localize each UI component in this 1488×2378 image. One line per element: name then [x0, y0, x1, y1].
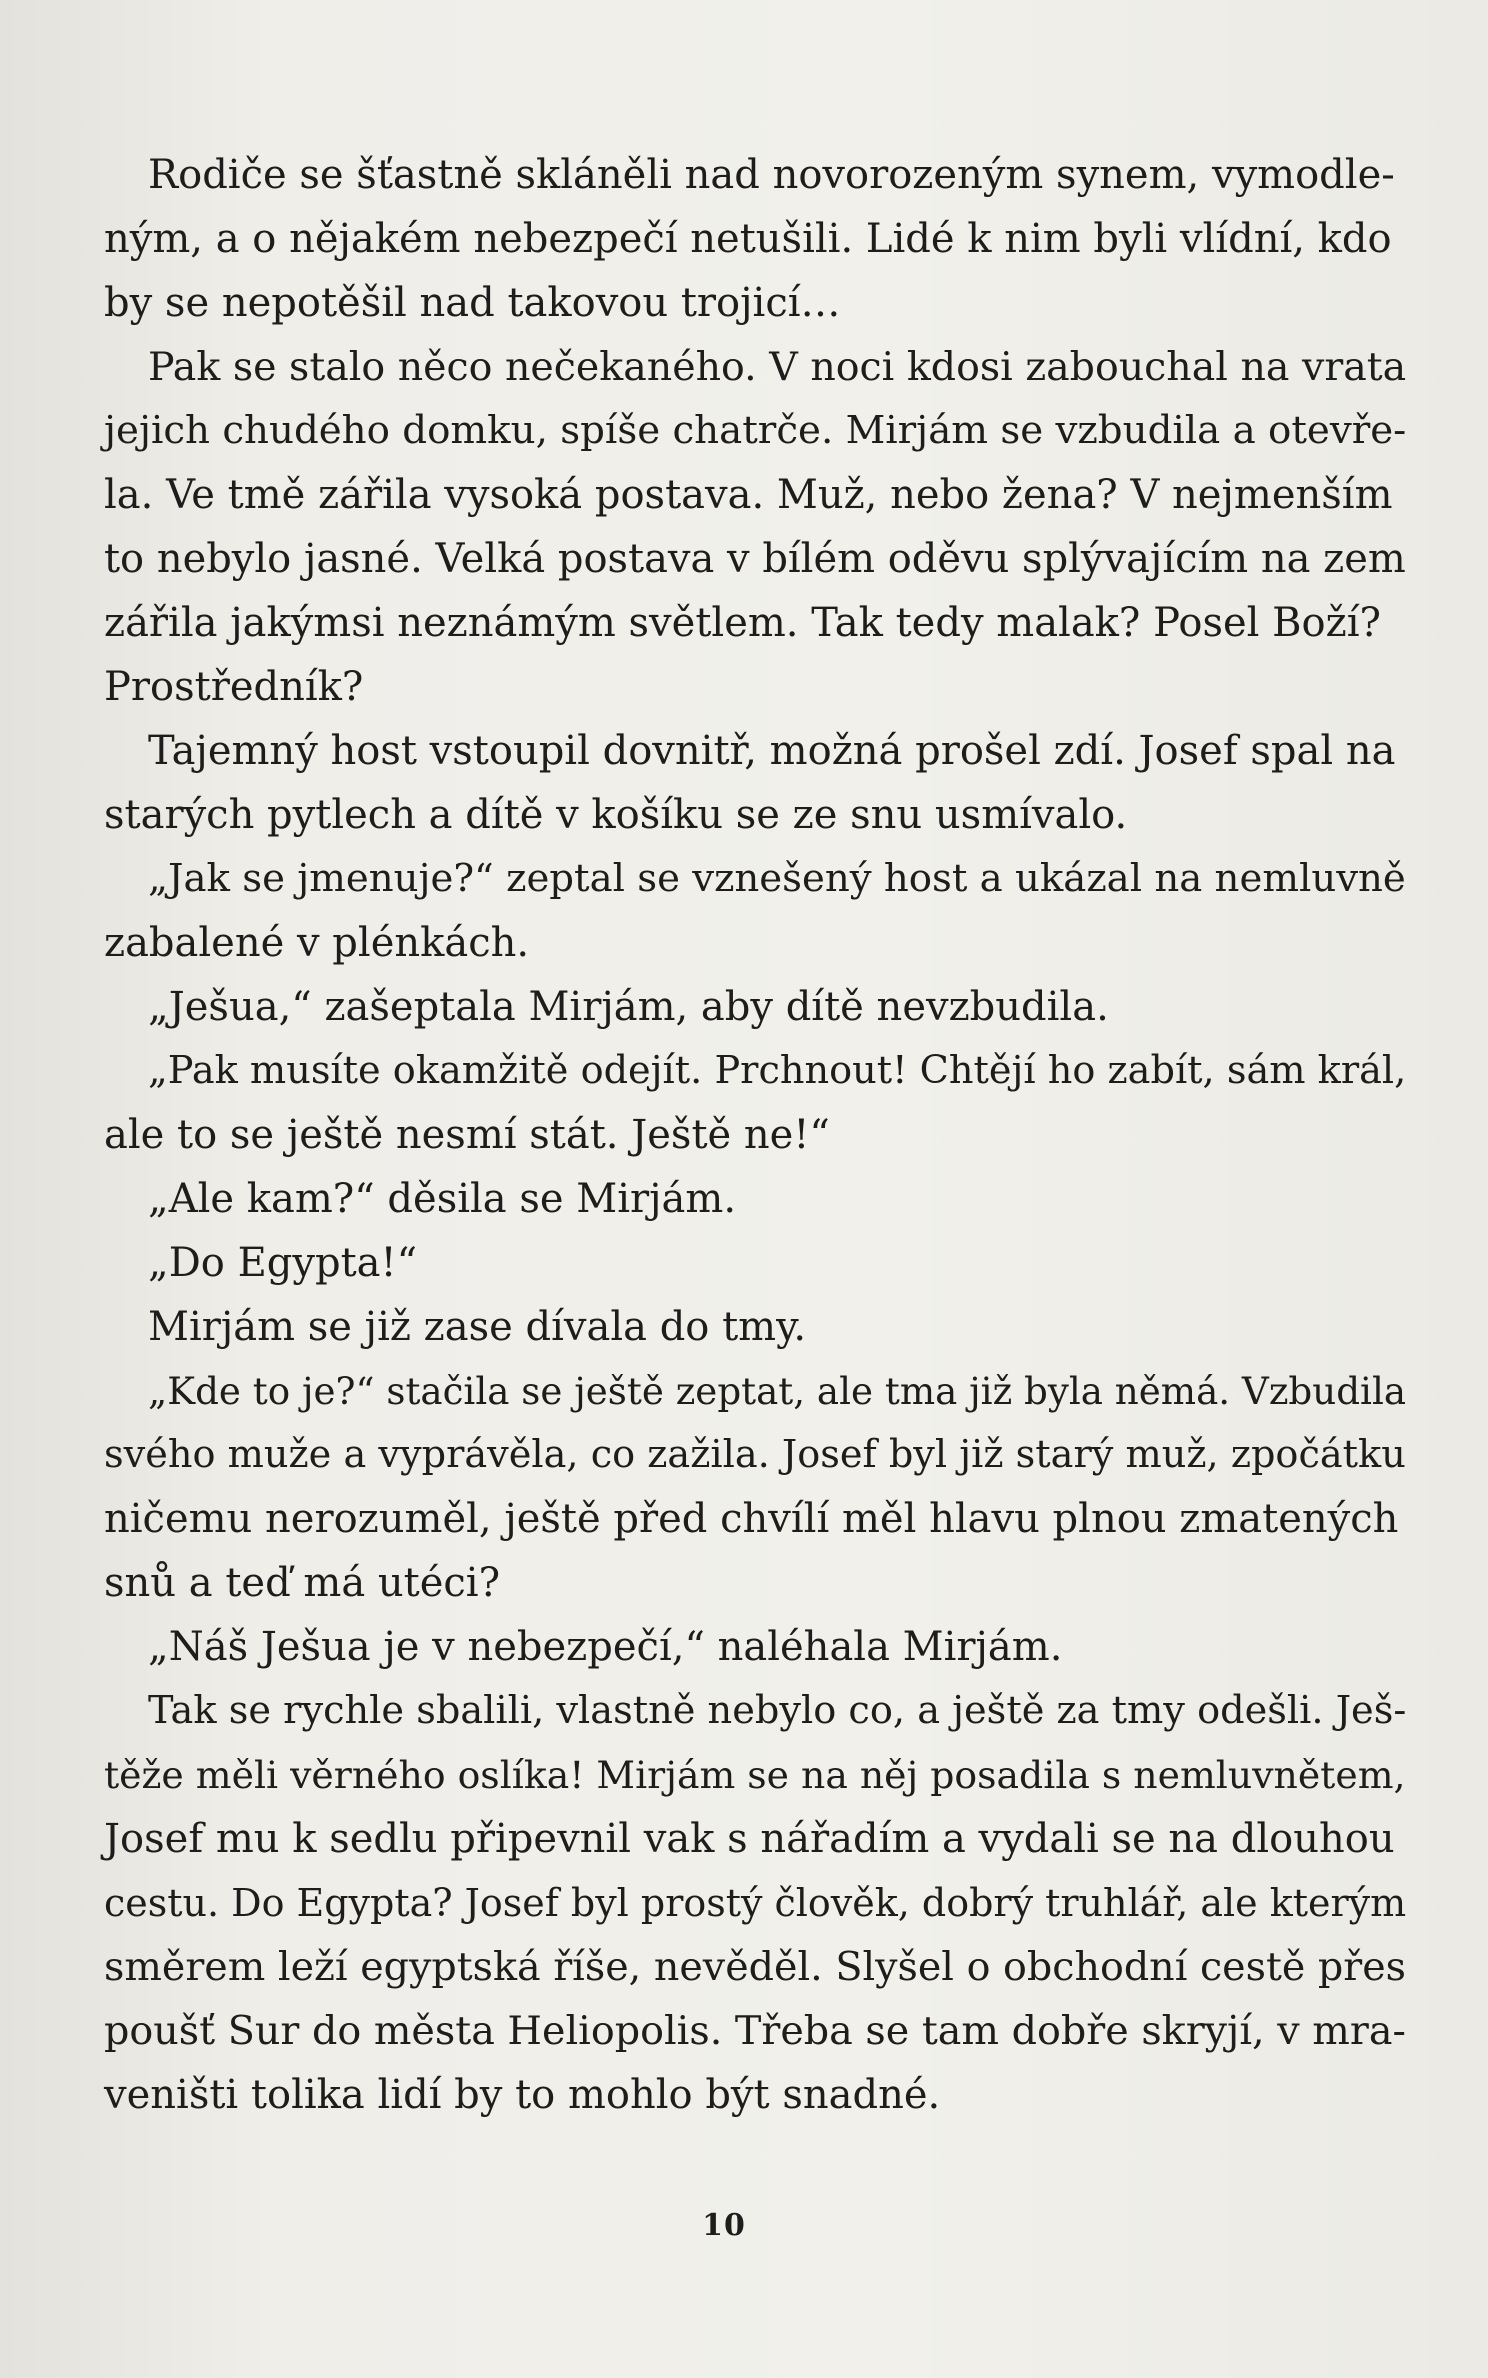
text-line: cestu. Do Egypta? Josef byl prostý člověk, dobrý truhlář, ale kterým: [104, 1881, 1407, 1925]
text-line: „Ješua,“ zašeptala Mirjám, aby dítě nevzbudila.: [148, 984, 1109, 1030]
text-line: by se nepotěšil nad takovou trojicí…: [104, 280, 841, 326]
text-line: Tak se rychle sbalili, vlastně nebylo co, a ještě za tmy odešli. Ješ-: [148, 1688, 1407, 1733]
text-line: ným, a o nějakém nebezpečí netušili. Lidé k nim byli vlídní, kdo: [104, 216, 1392, 262]
text-line: „Kde to je?“ stačila se ještě zeptat, ale tma již byla němá. Vzbudila: [148, 1369, 1407, 1413]
text-line: svého muže a vyprávěla, co zažila. Josef byl již starý muž, zpočátku: [104, 1433, 1406, 1477]
page-number: 10: [702, 2208, 746, 2243]
text-line: Mirjám se již zase dívala do tmy.: [148, 1304, 807, 1350]
text-line: zářila jakýmsi neznámým světlem. Tak tedy malak? Posel Boží?: [104, 600, 1381, 646]
text-line: jejich chudého domku, spíše chatrče. Mirjám se vzbudila a otevře-: [104, 408, 1407, 453]
text-line: „Náš Ješua je v nebezpečí,“ naléhala Mirjám.: [148, 1624, 1063, 1670]
text-line: veništi tolika lidí by to mohlo být snadné.: [104, 2072, 941, 2118]
text-line: „Ale kam?“ děsila se Mirjám.: [148, 1176, 737, 1222]
text-line: „Jak se jmenuje?“ zeptal se vznešený host a ukázal na nemluvně: [148, 856, 1406, 901]
text-line: snů a teď má utéci?: [104, 1560, 501, 1606]
text-line: to nebylo jasné. Velká postava v bílém oděvu splývajícím na zem: [104, 536, 1406, 582]
text-line: Prostředník?: [104, 664, 364, 710]
text-line: směrem leží egyptská říše, nevěděl. Slyšel o obchodní cestě přes: [104, 1944, 1407, 1990]
text-line: těže měli věrného oslíka! Mirjám se na něj posadila s nemluvnětem,: [104, 1753, 1406, 1797]
text-line: Pak se stalo něco nečekaného. V noci kdosi zabouchal na vrata: [148, 344, 1407, 390]
text-line: ale to se ještě nesmí stát. Ještě ne!“: [104, 1112, 830, 1158]
text-line: Rodiče se šťastně skláněli nad novorozeným synem, vymodle-: [148, 152, 1395, 198]
text-line: „Do Egypta!“: [148, 1240, 418, 1286]
text-line: „Pak musíte okamžitě odejít. Prchnout! Chtějí ho zabít, sám král,: [148, 1049, 1407, 1093]
text-line: poušť Sur do města Heliopolis. Třeba se tam dobře skryjí, v mra-: [104, 2008, 1406, 2054]
text-line: Tajemný host vstoupil dovnitř, možná prošel zdí. Josef spal na: [148, 728, 1396, 774]
text-line: starých pytlech a dítě v košíku se ze snu usmívalo.: [104, 792, 1128, 838]
text-line: ničemu nerozuměl, ještě před chvílí měl hlavu plnou zmatených: [104, 1496, 1399, 1542]
body-text: [104, 143, 1406, 2127]
text-line: la. Ve tmě zářila vysoká postava. Muž, nebo žena? V nejmenším: [104, 472, 1393, 518]
text-line: Josef mu k sedlu připevnil vak s nářadím a vydali se na dlouhou: [104, 1816, 1395, 1862]
text-line: zabalené v plénkách.: [104, 920, 530, 966]
